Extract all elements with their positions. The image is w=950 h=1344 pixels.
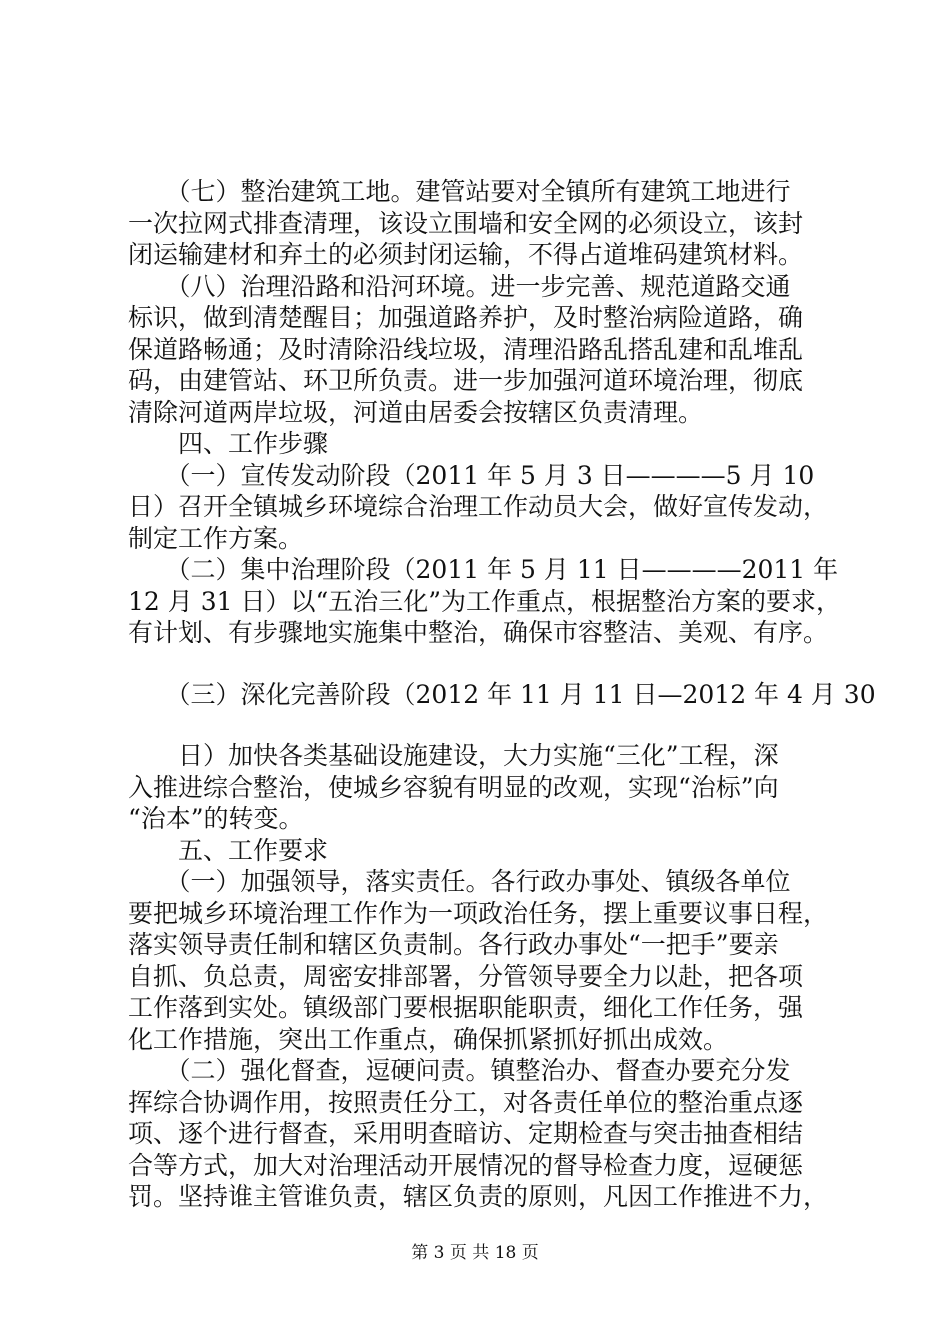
text-line: 日）召开全镇城乡环境综合治理工作动员大会，做好宣传发动， [128,492,829,521]
text-line: （一）加强领导，落实责任。各行政办事处、镇级各单位 [128,867,791,896]
text-line: （七）整治建筑工地。建管站要对全镇所有建筑工地进行 [128,177,791,206]
text-line: 入推进综合整治，使城乡容貌有明显的改观，实现“治标”向 [128,772,779,802]
text-line: 标识，做到清楚醒目；加强道路养护，及时整治病险道路，确 [128,303,804,332]
text-line: 自抓、负总责，周密安排部署，分管领导要全力以赴，把各项 [128,961,804,991]
document-body [128,176,876,1213]
page-number-footer: 第 3 页 共 18 页 [411,1243,539,1263]
text-line: （二）集中治理阶段（2011 年 5 月 11 日————2011 年 [128,555,839,584]
text-line: 12 月 31 日）以“五治三化”为工作重点，根据整治方案的要求， [128,586,842,616]
section-heading: 五、工作要求 [128,835,329,865]
text-line: 落实领导责任制和辖区负责制。各行政办事处“一把手”要亲 [128,930,779,959]
text-line: 清除河道两岸垃圾，河道由居委会按辖区负责清理。 [128,397,704,427]
text-line: “治本”的转变。 [128,804,304,833]
text-line: 保道路畅通；及时清除沿线垃圾，清理沿路乱搭乱建和乱堆乱 [128,334,804,364]
section-heading: 四、工作步骤 [128,429,329,458]
text-line: （一）宣传发动阶段（2011 年 5 月 3 日————5 月 10 [128,460,815,490]
text-line: 要把城乡环境治理工作作为一项政治任务，摆上重要议事日程， [128,898,829,928]
text-line: 一次拉网式排查清理，该设立围墙和安全网的必须设立，该封 [128,208,804,238]
text-line: （二）强化督查，逗硬问责。镇整治办、督查办要充分发 [128,1056,791,1085]
text-line: 码，由建管站、环卫所负责。进一步加强河道环境治理，彻底 [128,366,804,395]
text-line: 挥综合协调作用，按照责任分工，对各责任单位的整治重点逐 [128,1087,804,1117]
text-line: 闭运输建材和弃土的必须封闭运输，不得占道堆码建筑材料。 [128,240,804,269]
text-line: 工作落到实处。镇级部门要根据职能职责，细化工作任务，强 [128,993,804,1022]
text-line: 合等方式，加大对治理活动开展情况的督导检查力度，逗硬惩 [128,1150,804,1180]
text-line: 罚。坚持谁主管谁负责，辖区负责的原则，凡因工作推进不力， [128,1182,829,1211]
text-line: 有计划、有步骤地实施集中整治，确保市容整洁、美观、有序。 [128,618,829,647]
text-line: 制定工作方案。 [128,523,304,553]
text-line: （八）治理沿路和沿河环境。进一步完善、规范道路交通 [128,271,791,301]
text-line: （三）深化完善阶段（2012 年 11 月 11 日—2012 年 4 月 30 [128,679,876,709]
text-line: 项、逐个进行督查，采用明查暗访、定期检查与突击抽查相结 [128,1119,804,1148]
text-line: 化工作措施，突出工作重点，确保抓紧抓好抓出成效。 [128,1024,729,1054]
text-line: 日）加快各类基础设施建设，大力实施“三化”工程，深 [128,741,779,770]
